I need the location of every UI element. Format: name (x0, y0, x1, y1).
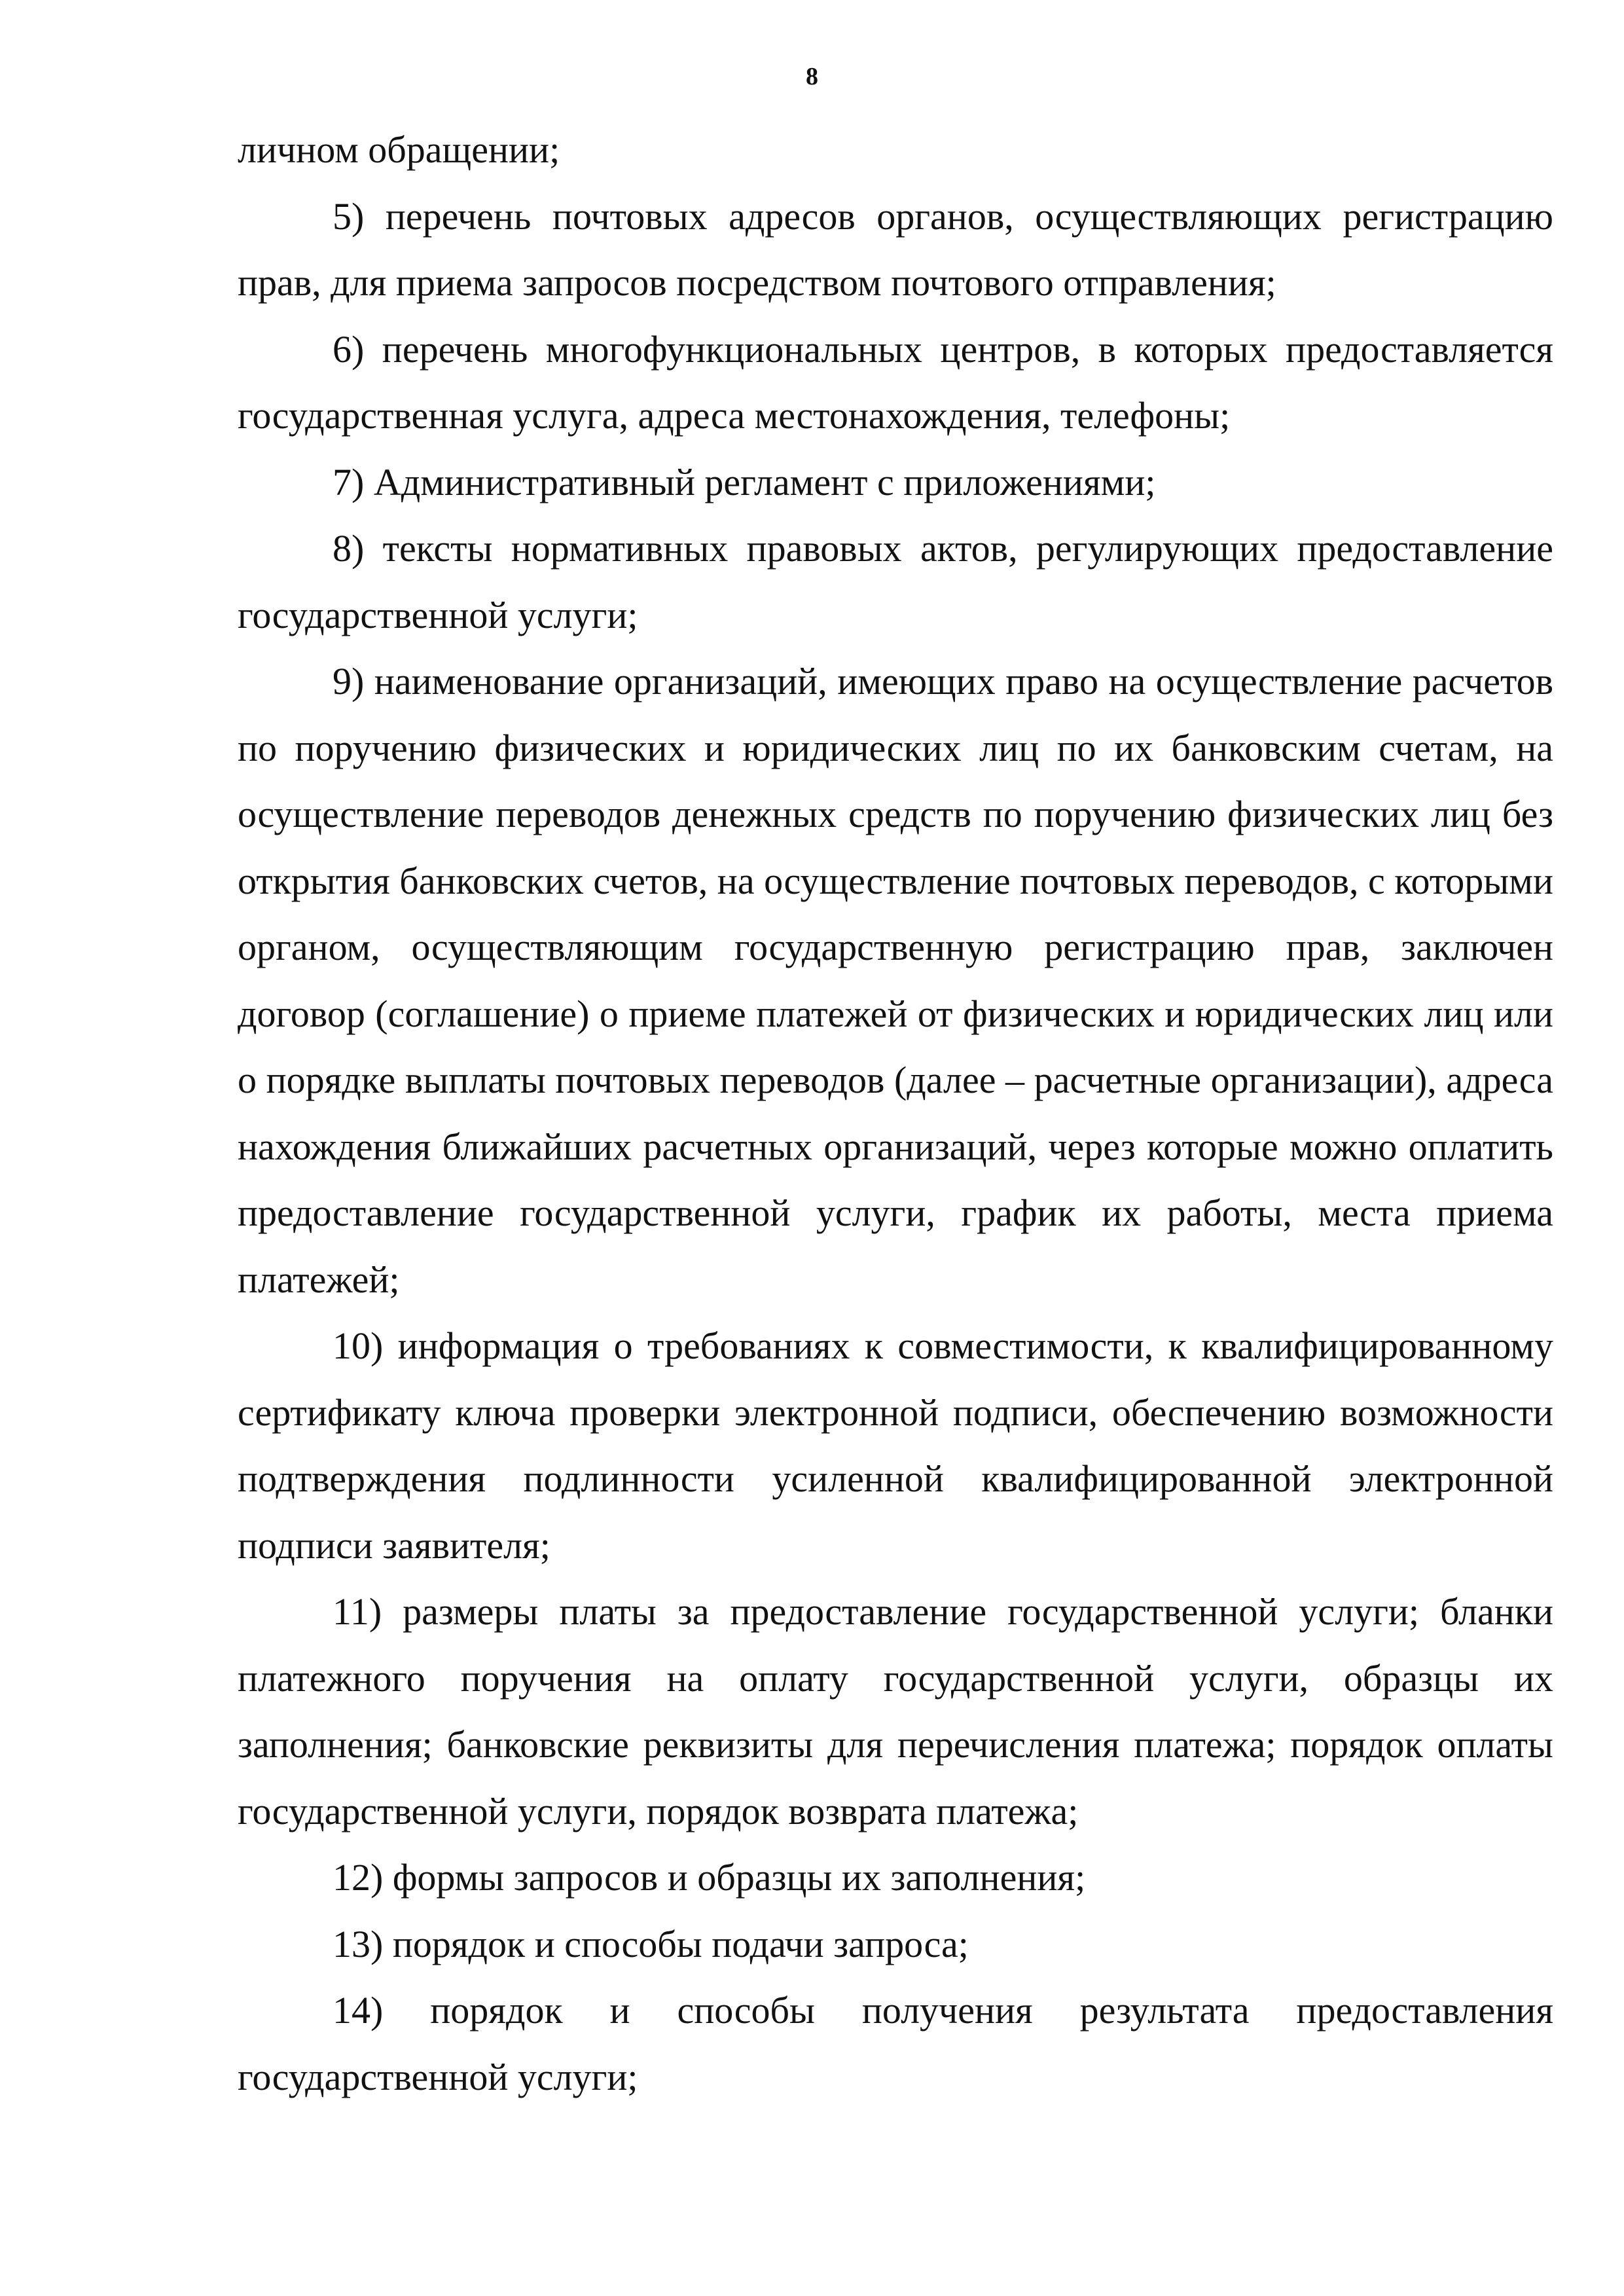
list-item-5: 5) перечень почтовых адресов органов, осуществляющих регистрацию прав, для приема запросов посредством почтового отправления; (238, 194, 1553, 304)
list-item-12: 12) формы запросов и образцы их заполнения; (333, 1856, 1086, 1899)
list-item-8: 8) тексты нормативных правовых актов, регулирующих предоставление государственной услуги; (238, 527, 1553, 636)
page-number: 8 (806, 63, 818, 90)
list-item-6: 6) перечень многофункциональных центров, в которых предоставляется государственная услуга, адреса местонахождения, телефоны; (238, 327, 1553, 437)
list-item-7: 7) Административный регламент с приложениями; (333, 460, 1156, 503)
paragraph-continuation: личном обращении; (238, 128, 560, 171)
list-item-11: 11) размеры платы за предоставление государственной услуги; бланки платежного поручения на оплату государственной услуги, образцы их заполнения; банковские реквизиты для перечисления платежа; порядок оплаты государственной услуги, порядок возврата платежа; (238, 1590, 1553, 1832)
document-body (238, 117, 1553, 2110)
list-item-14: 14) порядок и способы получения результата предоставления государственной услуги; (238, 1989, 1553, 2098)
list-item-10: 10) информация о требованиях к совместимости, к квалифицированному сертификату ключа проверки электронной подписи, обеспечению возможности подтверждения подлинности усиленной квалифицированной электронной подписи заявителя; (238, 1324, 1553, 1567)
list-item-13: 13) порядок и способы подачи запроса; (333, 1922, 969, 1965)
list-item-9: 9) наименование организаций, имеющих право на осуществление расчетов по поручению физических и юридических лиц по их банковским счетам, на осуществление переводов денежных средств по поручению физических лиц без открытия банковских счетов, на осуществление почтовых переводов, с которыми органом, осуществляющим государственную регистрацию прав, заключен договор (соглашение) о приеме платежей от физических и юридических лиц или о порядке выплаты почтовых переводов (далее – расчетные организации), адреса нахождения ближайших расчетных организаций, через которые можно оплатить предоставление государственной услуги, график их работы, места приема платежей; (238, 660, 1553, 1301)
